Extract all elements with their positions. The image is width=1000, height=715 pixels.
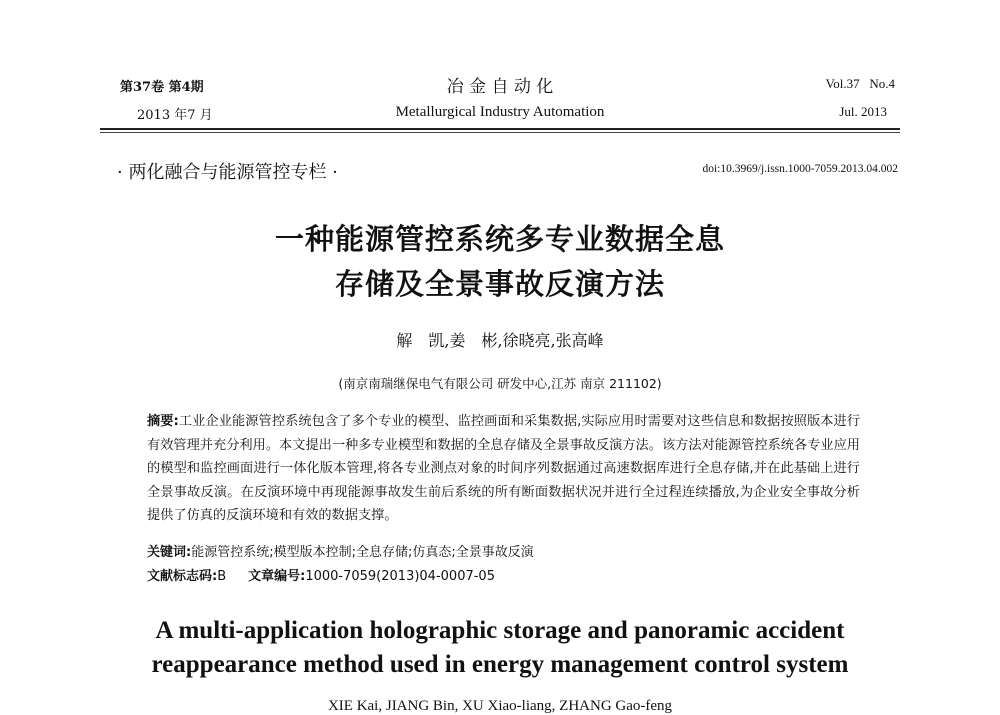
title-en-line-2: reappearance method used in energy management control system bbox=[151, 651, 849, 678]
article-no-label: 文章编号: bbox=[248, 569, 306, 584]
journal-title-en: Metallurgical Industry Automation bbox=[395, 104, 605, 120]
date-cn: 2013 年7 月 bbox=[137, 108, 213, 123]
keywords bbox=[147, 541, 534, 560]
article-no-value: 1000-7059(2013)04-0007-05 bbox=[305, 569, 495, 584]
doc-code-value: B bbox=[217, 569, 227, 584]
title-cn-line-1: 一种能源管控系统多专业数据全息 bbox=[274, 222, 725, 256]
title-cn-line-2: 存储及全景事故反演方法 bbox=[334, 267, 665, 301]
header-rule bbox=[100, 128, 900, 130]
header-rule-thin bbox=[100, 132, 900, 133]
volume-issue-cn: 第37卷 第4期 bbox=[120, 80, 204, 95]
document-codes bbox=[147, 565, 495, 584]
title-en-line-1: A multi-application holographic storage and panoramic accident bbox=[155, 617, 845, 644]
abstract-label: 摘要: bbox=[147, 414, 179, 429]
doc-code-label: 文献标志码: bbox=[147, 569, 218, 584]
abstract-text: 工业企业能源管控系统包含了多个专业的模型、监控画面和采集数据,实际应用时需要对这些信息和数据按照版本进行有效管理并充分利用。本文提出一种多专业模型和数据的全息存储及全景事故反演方法。该方法对能源管控系统各专业应用的模型和监控画面进行一体化版本管理,将各专业测点对象的时间序列数据通过高速数据库进行全息存储,并在此基础上进行全景事故反演。在反演环境中再现能源事故发生前后系统的所有断面数据状况并进行全过程连续播放,为企业安全事故分析提供了仿真的反演环境和有效的数据支撑。 bbox=[147, 414, 861, 524]
authors-en: XIE Kai, JIANG Bin, XU Xiao-liang, ZHANG Gao-feng bbox=[327, 698, 673, 714]
abstract bbox=[147, 410, 860, 528]
authors-cn: 解 凯,姜 彬,徐晓亮,张高峰 bbox=[396, 331, 604, 350]
doi: doi:10.3969/j.issn.1000-7059.2013.04.002 bbox=[702, 163, 898, 175]
volume-issue-en: Vol.37 No.4 bbox=[825, 76, 895, 91]
keywords-text: 能源管控系统;模型版本控制;全息存储;仿真态;全景事故反演 bbox=[191, 545, 534, 560]
journal-title-cn: 冶 金 自 动 化 bbox=[446, 77, 554, 97]
date-en: Jul. 2013 bbox=[839, 104, 887, 119]
affiliation-cn: (南京南瑞继保电气有限公司 研发中心,江苏 南京 211102) bbox=[338, 376, 662, 391]
column-tag: · 两化融合与能源管控专栏 · bbox=[117, 162, 338, 183]
keywords-label: 关键词: bbox=[147, 545, 192, 560]
